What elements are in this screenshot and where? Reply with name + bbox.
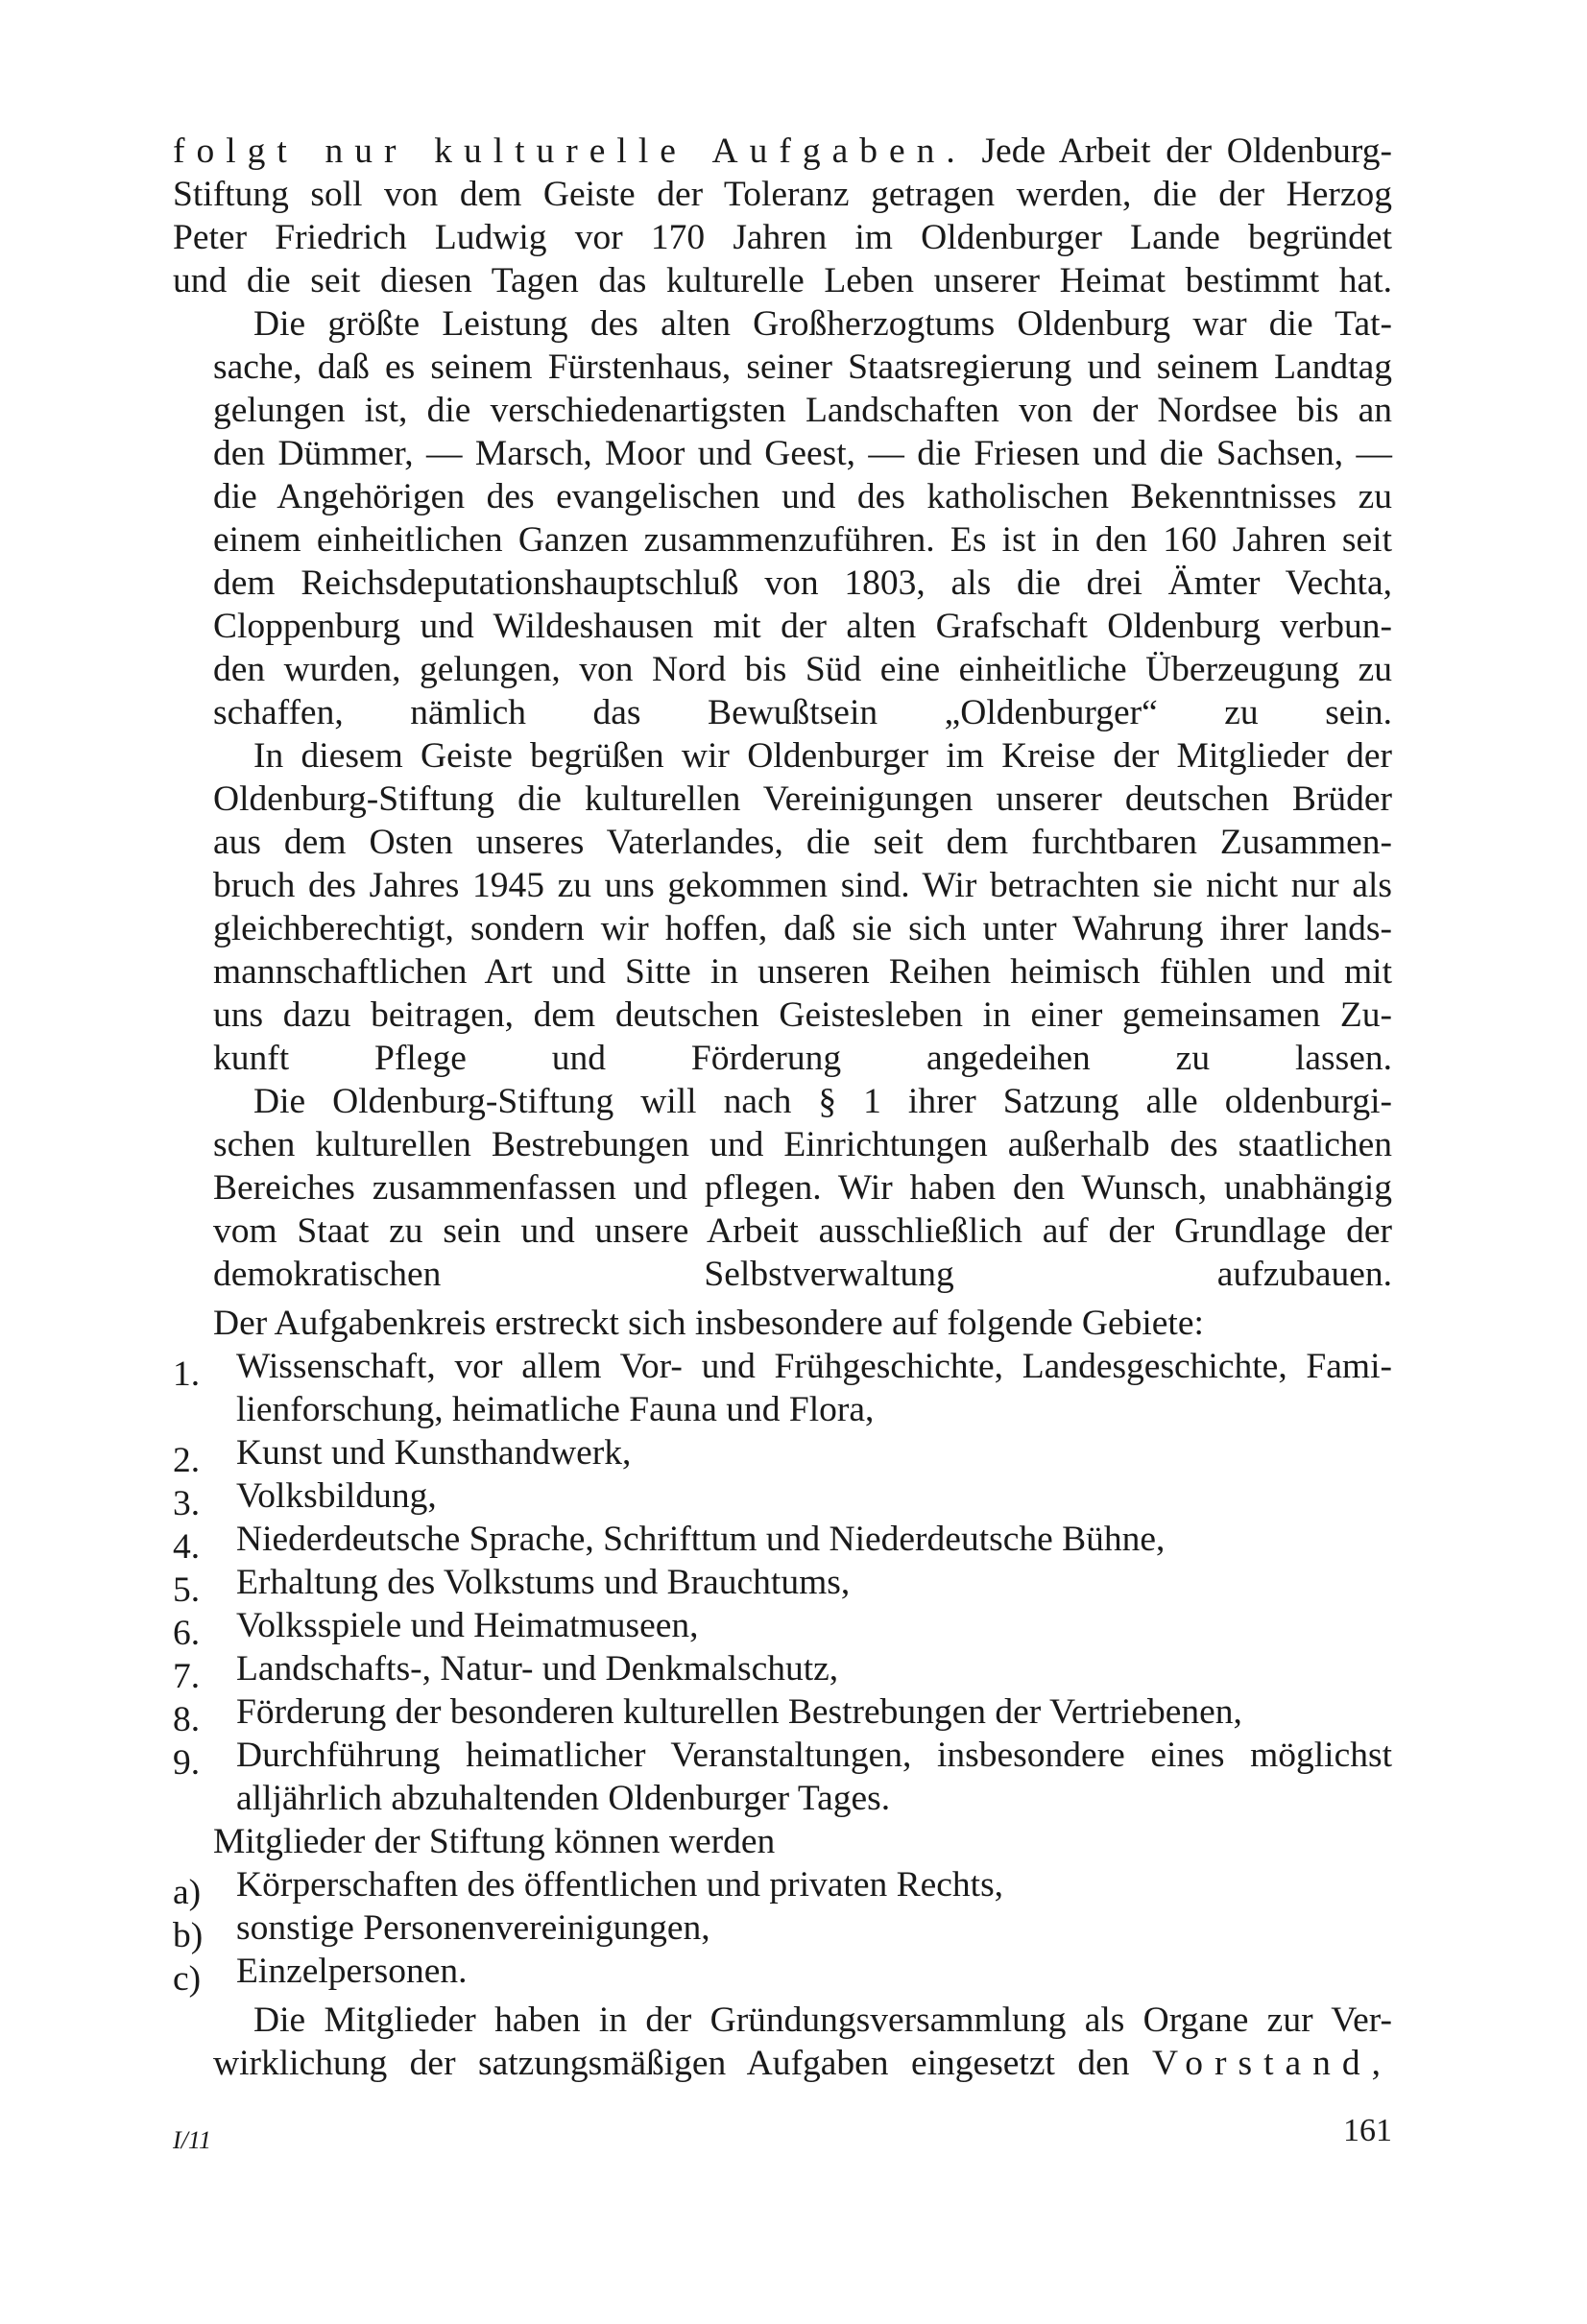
text-span: wirklichung der satzungsmäßigen Aufgaben eingesetzt den xyxy=(213,2044,1130,2083)
text-line: vom Staat zu sein und unsere Arbeit ausschließlich auf der Grundlage der xyxy=(213,1211,1392,1251)
text-line: uns dazu beitragen, dem deutschen Geistesleben in einer gemeinsamen Zu- xyxy=(213,995,1392,1035)
text-line: sache, daß es seinem Fürstenhaus, seiner Staatsregierung und seinem Landtag xyxy=(213,347,1392,387)
list-item-text: Kunst und Kunsthandwerk, xyxy=(236,1433,632,1473)
paragraph-1 xyxy=(173,130,1392,302)
text-line xyxy=(173,2042,1392,2085)
text-line: Stiftung soll von dem Geiste der Toleranz getragen werden, die der Herzog xyxy=(173,175,1392,214)
list-item xyxy=(173,1690,1392,1739)
list-item-text: Volksspiele und Heimatmuseen, xyxy=(236,1606,699,1645)
list-number: 3. xyxy=(173,1484,201,1523)
list-number: 6. xyxy=(173,1614,201,1653)
list-number: 5. xyxy=(173,1570,201,1610)
list-item xyxy=(173,1474,1392,1523)
paragraph-2 xyxy=(173,302,1392,734)
areas-intro: Der Aufgabenkreis erstreckt sich insbesondere auf folgende Gebiete: xyxy=(213,1304,1204,1343)
members-list xyxy=(173,1863,1392,1999)
list-item xyxy=(173,1734,1392,1820)
list-item xyxy=(173,1345,1392,1431)
list-item xyxy=(173,1561,1392,1610)
text-line: schaffen, nämlich das Bewußtsein „Oldenburger“ zu sein. xyxy=(213,693,1392,732)
list-item-text: lienforschung, heimatliche Fauna und Flora, xyxy=(236,1390,875,1429)
paragraph-3 xyxy=(173,734,1392,1080)
areas-list xyxy=(173,1345,1392,1820)
list-letter: c) xyxy=(173,1959,202,1999)
spaced-text: Vorstand, xyxy=(1151,2044,1393,2083)
list-item xyxy=(173,1604,1392,1653)
list-item-text: Erhaltung des Volkstums und Brauchtums, xyxy=(236,1563,851,1602)
list-number: 2. xyxy=(173,1441,201,1480)
text-line: Oldenburg-Stiftung die kulturellen Vereinigungen unserer deutschen Brüder xyxy=(213,779,1392,819)
text-line: den wurden, gelungen, von Nord bis Süd eine einheitliche Überzeugung zu xyxy=(213,650,1392,689)
signature-mark: I/11 xyxy=(173,2126,211,2154)
text-line: Die Mitglieder haben in der Gründungsversammlung als Organe zur Ver- xyxy=(253,2001,1392,2040)
text-line: aus dem Osten unseres Vaterlandes, die seit dem furchtbaren Zusammen- xyxy=(213,823,1392,862)
text-span: Jede Arbeit der Oldenburg- xyxy=(966,132,1392,171)
text-line: mannschaftlichen Art und Sitte in unseren Reihen heimisch fühlen und mit xyxy=(213,952,1392,992)
text-line: Die Oldenburg-Stiftung will nach § 1 ihrer Satzung alle oldenburgi- xyxy=(253,1082,1392,1121)
text-line: Peter Friedrich Ludwig vor 170 Jahren im Oldenburger Lande begründet xyxy=(173,218,1392,257)
text-line: demokratischen Selbstverwaltung aufzubauen. xyxy=(213,1255,1392,1294)
members-intro: Mitglieder der Stiftung können werden xyxy=(213,1822,776,1861)
text-line: den Dümmer, — Marsch, Moor und Geest, — die Friesen und die Sachsen, — xyxy=(213,434,1392,473)
text-line: dem Reichsdeputationshauptschluß von 1803, als die drei Ämter Vechta, xyxy=(213,563,1392,603)
list-letter: a) xyxy=(173,1873,202,1912)
text-line: einem einheitlichen Ganzen zusammenzuführen. Es ist in den 160 Jahren seit xyxy=(213,520,1392,560)
text-line: und die seit diesen Tagen das kulturelle Leben unserer Heimat bestimmt hat. xyxy=(173,261,1392,300)
list-item-text: Landschafts-, Natur- und Denkmalschutz, xyxy=(236,1649,839,1689)
text-line: Bereiches zusammenfassen und pflegen. Wir haben den Wunsch, unabhängig xyxy=(213,1168,1392,1208)
list-number: 4. xyxy=(173,1527,201,1567)
list-item-text: alljährlich abzuhaltenden Oldenburger Tages. xyxy=(236,1779,891,1818)
list-item-text: Volksbildung, xyxy=(236,1476,437,1516)
list-item xyxy=(173,1518,1392,1567)
list-number: 8. xyxy=(173,1700,201,1739)
list-number: 9. xyxy=(173,1743,201,1783)
list-item xyxy=(173,1950,1392,1999)
spaced-text: folgt nur kulturelle Aufgaben. xyxy=(173,132,967,171)
text-line: die Angehörigen des evangelischen und des katholischen Bekenntnisses zu xyxy=(213,477,1392,516)
text-line: Cloppenburg und Wildeshausen mit der alten Grafschaft Oldenburg verbun- xyxy=(213,607,1392,646)
closing-paragraph xyxy=(173,1999,1392,2085)
list-number: 1. xyxy=(173,1354,201,1394)
list-item xyxy=(173,1647,1392,1696)
text-line xyxy=(173,130,1392,173)
list-letter: b) xyxy=(173,1916,204,1955)
list-item xyxy=(173,1863,1392,1912)
list-item-text: Förderung der besonderen kulturellen Bestrebungen der Vertriebenen, xyxy=(236,1692,1242,1732)
text-line: kunft Pflege und Förderung angedeihen zu lassen. xyxy=(213,1039,1392,1078)
text-line: bruch des Jahres 1945 zu uns gekommen sind. Wir betrachten sie nicht nur als xyxy=(213,866,1392,905)
list-item-text: Wissenschaft, vor allem Vor- und Frühgeschichte, Landesgeschichte, Fami- xyxy=(236,1347,1392,1386)
list-item xyxy=(173,1431,1392,1480)
list-item-text: sonstige Personenvereinigungen, xyxy=(236,1908,710,1948)
text-line: gelungen ist, die verschiedenartigsten Landschaften von der Nordsee bis an xyxy=(213,391,1392,430)
text-line: Die größte Leistung des alten Großherzogtums Oldenburg war die Tat- xyxy=(253,304,1392,344)
list-item-text: Durchführung heimatlicher Veranstaltungen, insbesondere eines möglichst xyxy=(236,1736,1392,1775)
text-line: gleichberechtigt, sondern wir hoffen, daß sie sich unter Wahrung ihrer lands- xyxy=(213,909,1392,948)
page-body xyxy=(173,130,1392,2289)
paragraph-4 xyxy=(173,1080,1392,1296)
list-number: 7. xyxy=(173,1657,201,1696)
list-item-text: Körperschaften des öffentlichen und privaten Rechts, xyxy=(236,1865,1004,1905)
list-item-text: Einzelpersonen. xyxy=(236,1952,468,1991)
text-line: In diesem Geiste begrüßen wir Oldenburger im Kreise der Mitglieder der xyxy=(253,736,1392,776)
page-number: 161 xyxy=(1343,2113,1392,2148)
text-line: schen kulturellen Bestrebungen und Einrichtungen außerhalb des staatlichen xyxy=(213,1125,1392,1164)
list-item-text: Niederdeutsche Sprache, Schrifttum und Niederdeutsche Bühne, xyxy=(236,1520,1166,1559)
list-item xyxy=(173,1906,1392,1955)
